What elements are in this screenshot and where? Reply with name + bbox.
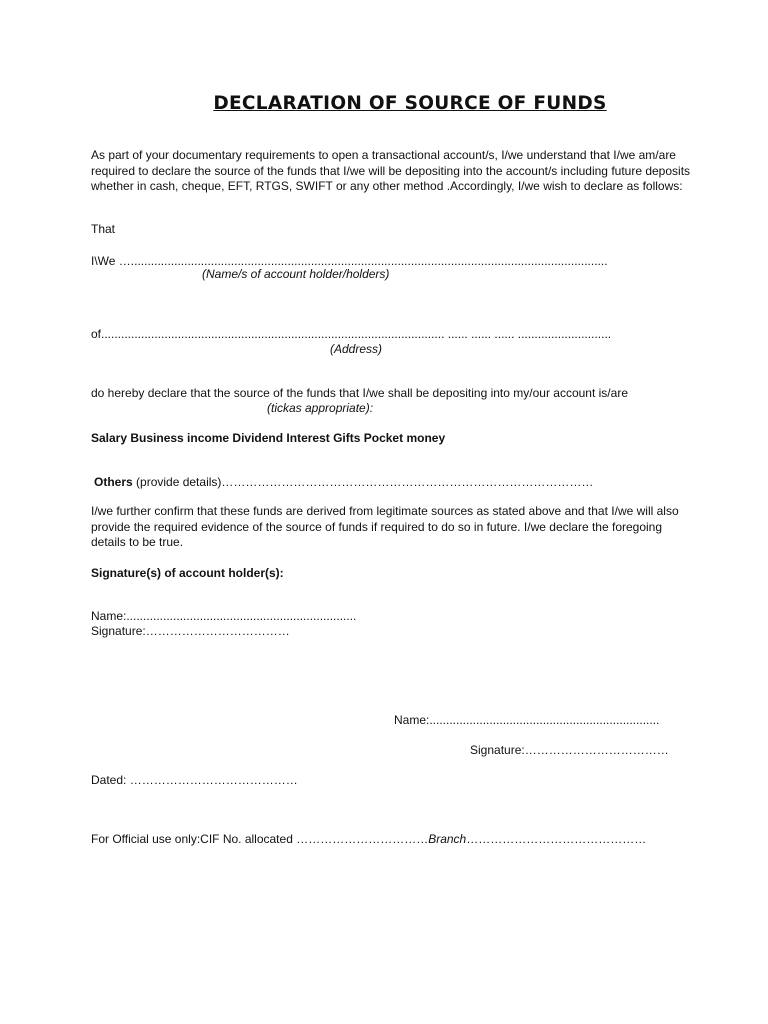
- address-caption: (Address): [330, 342, 383, 356]
- official-use-line: [91, 832, 646, 847]
- holder2-signature-line: Signature:………………………………: [470, 743, 669, 757]
- holder1-name-line: Name:.....................................................................: [91, 609, 357, 623]
- document-title: DECLARATION OF SOURCE OF FUNDS: [213, 93, 607, 114]
- others-details-line: (provide details)…………………………………………………………………………………: [132, 475, 594, 489]
- account-holder-name-line: I\We …...............................................................................................................................................: [91, 254, 608, 268]
- account-holder-name-caption: (Name/s of account holder/holders): [202, 267, 390, 281]
- others-line: [94, 475, 593, 490]
- declaration-statement: do hereby declare that the source of the funds that I/we shall be depositing into my/our account is/are: [91, 386, 628, 400]
- intro-paragraph: As part of your documentary requirements to open a transactional account/s, I/we understand that I/we am/are required to declare the source of the funds that I/we will be depositing into the account/s including future deposits whether in cash, cheque, EFT, RTGS, SWIFT or any other method .Accordingly, I/we wish to declare as follows:: [91, 148, 691, 193]
- branch-dots: ………………………………………: [466, 832, 647, 846]
- dated-line: Dated: ……………………………………: [91, 773, 298, 787]
- tick-caption: (tickas appropriate):: [267, 401, 374, 415]
- cif-number-line: For Official use only:CIF No. allocated ……………………………: [91, 832, 429, 846]
- branch-label: Branch: [428, 832, 467, 846]
- others-label: Others: [94, 475, 133, 489]
- holder1-signature-line: Signature:………………………………: [91, 624, 290, 638]
- fund-sources-list: Salary Business income Dividend Interest Gifts Pocket money: [91, 431, 446, 445]
- that-label: That: [91, 222, 116, 236]
- holder2-name-line: Name:.....................................................................: [394, 713, 660, 727]
- confirmation-paragraph: I/we further confirm that these funds are derived from legitimate sources as stated above and that I/we will also provide the required evidence of the source of funds if required to do so in future. I/we declare the foregoing details to be true.: [91, 504, 679, 549]
- address-line: of....................................................................................................... ...... ...... ...... ............................: [91, 327, 612, 341]
- signatures-heading: Signature(s) of account holder(s):: [91, 566, 284, 580]
